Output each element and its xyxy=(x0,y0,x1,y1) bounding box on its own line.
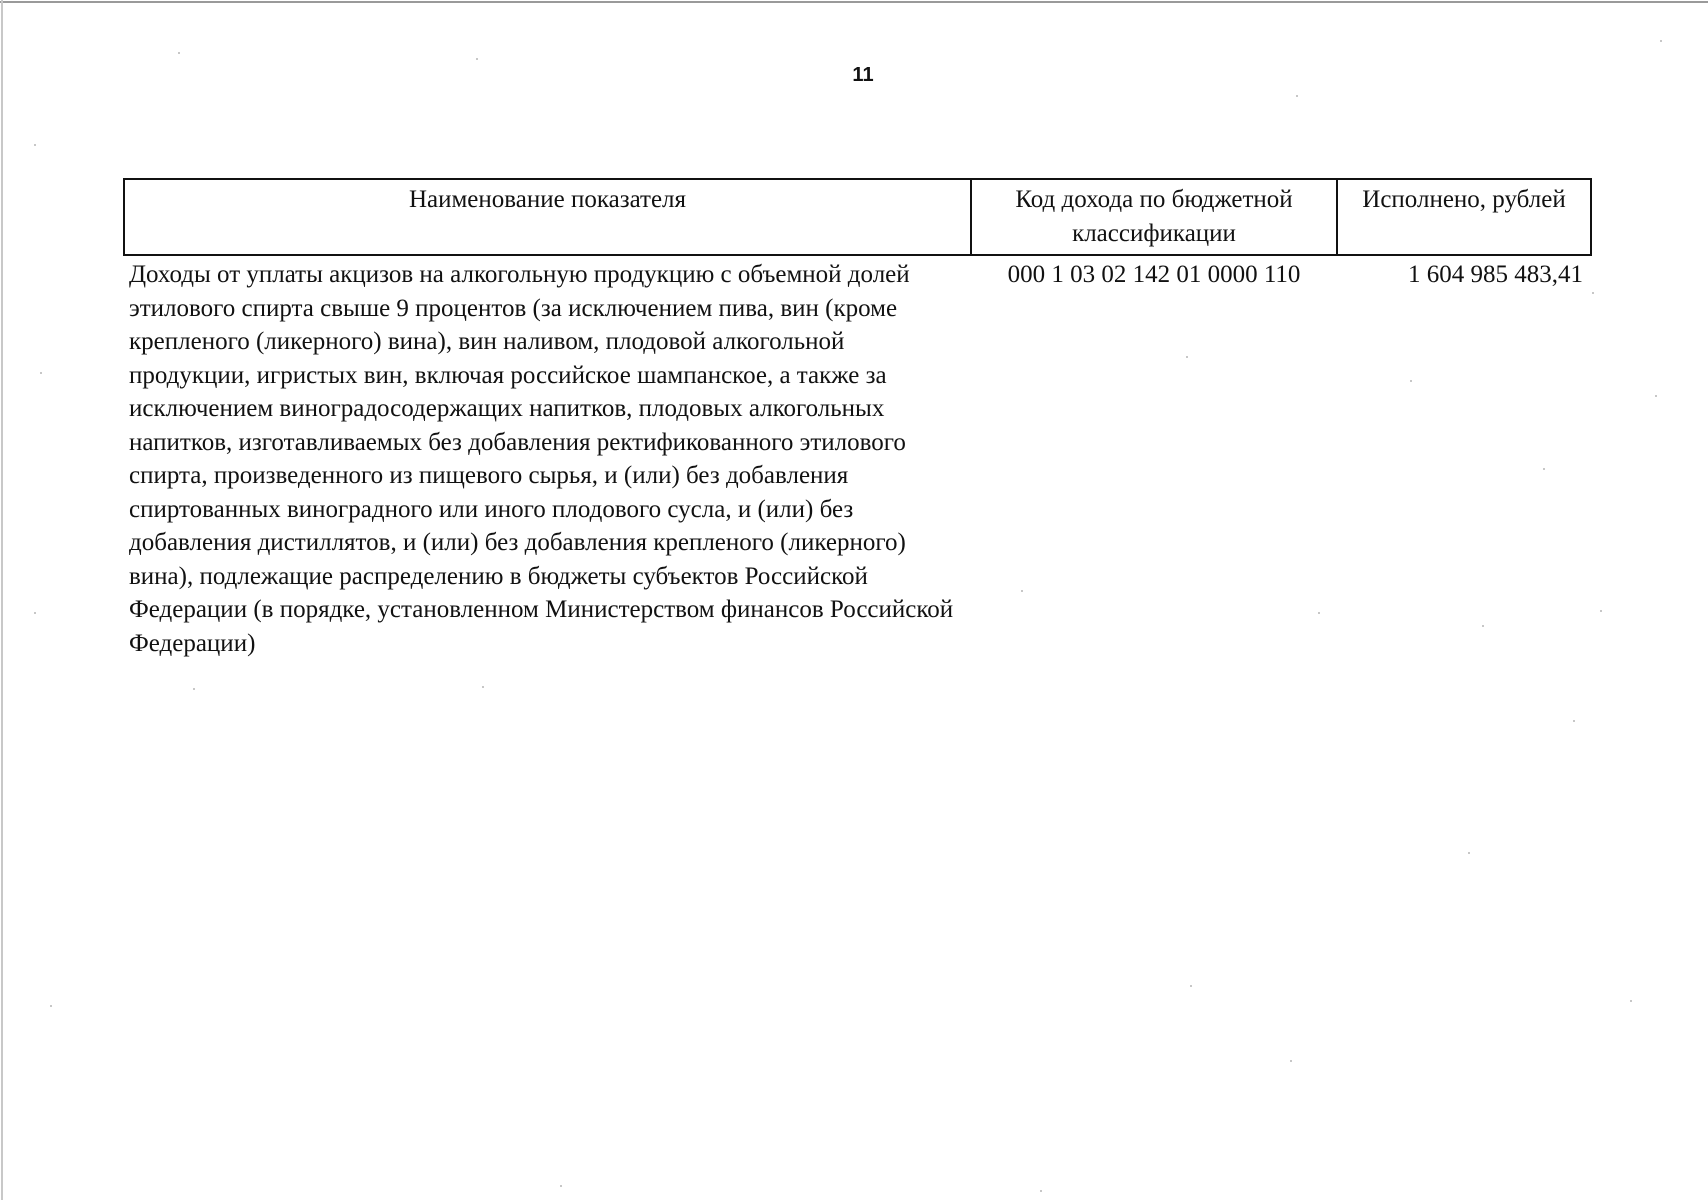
header-indicator-name: Наименование показателя xyxy=(124,179,971,255)
header-income-code: Код дохода по бюджетной классификации xyxy=(971,179,1337,255)
row-executed-amount: 1 604 985 483,41 xyxy=(1408,261,1583,288)
row-indicator-name: Доходы от уплаты акцизов на алкогольную продукцию с объемной долей этилового спирта свыше 9 процентов (за исключением пива, вин (кроме крепленого (ликерного) вина), вин наливом, плодовой алкогольной продукции, игристых вин, включая российское шампанское, а также за исключением виноградосодержащих напитков, плодовых алкогольных напитков, изготавливаемых без добавления ректификованного этилового спирта, произведенного из пищевого сырья, и (или) без добавления спиртованных виноградного или иного плодового сусла, и (или) без добавления дистиллятов, и (или) без добавления крепленого (ликерного) вина), подлежащие распределению в бюджеты субъектов Российской Федерации (в порядке, установленном Министерством финансов Российской Федерации) xyxy=(129,261,954,657)
row-income-code: 000 1 03 02 142 01 0000 110 xyxy=(1007,261,1301,288)
scan-edge-top xyxy=(0,1,1708,3)
header-executed-amount: Исполнено, рублей xyxy=(1337,179,1591,255)
page-number: 11 xyxy=(852,64,874,86)
revenue-table xyxy=(123,178,1592,660)
scan-edge-left xyxy=(1,0,3,1200)
table-header-row xyxy=(124,179,1591,255)
table-row xyxy=(124,255,1591,660)
